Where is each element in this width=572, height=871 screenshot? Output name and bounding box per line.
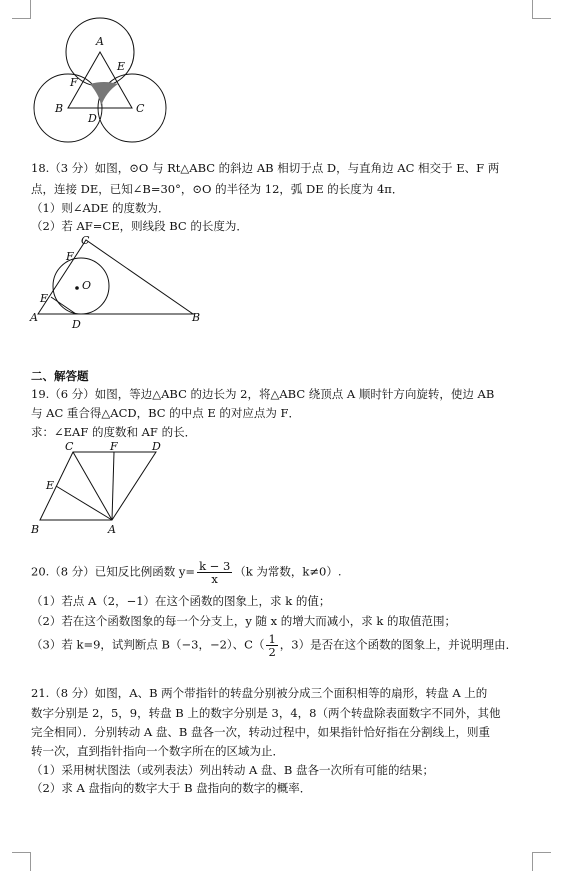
circle-o [53,258,109,314]
segment-de [51,297,76,314]
q20-prefix: 20.（8 分）已知反比例函数 y= [31,564,196,579]
shaded-region [90,82,118,106]
label-a: A [30,311,38,324]
label-e: E [40,292,49,305]
q18-line-1: 18.（3 分）如图，⊙O 与 Rt△ABC 的斜边 AB 相切于点 D，与直角边 AC 相交于 E、F 两 [31,161,500,175]
quad-bacd [40,452,156,520]
fraction-numerator: 1 [268,632,276,646]
q21-line-3: 完全相同）．分别转动 A 盘、B 盘各一次，转动过程中，如果指针恰好指在分割线上，则重 [31,725,490,739]
label-o: O [82,279,92,292]
q18-line-2: 点，连接 DE，已知∠B=30°，⊙O 的半径为 12，弧 DE 的长度为 4π． [31,182,404,196]
q21-line-6: （2）求 A 盘指向的数字大于 B 盘指向的数字的概率． [31,781,312,795]
q20-fraction-numerator: k − 3 [199,559,231,573]
q21-line-4: 转一次，直到指针指向一个数字所在的区域为止． [31,744,284,758]
q20-line-4-suffix: ，3）是否在这个函数的图象上，并说明理由． [279,637,518,652]
q21-line-2: 数字分别是 2，5，9，转盘 B 上的数字分别是 3，4，8（两个转盘除表面数字不同外，其他 [31,706,501,720]
q20-line-4 [31,633,517,658]
q20-line-2: （1）若点 A（2，−1）在这个函数的图象上，求 k 的值； [31,594,331,608]
q18-line-4: （2）若 AF=CE，则线段 BC 的长度为． [31,219,248,233]
q21-line-1: 21.（8 分）如图，A、B 两个带指针的转盘分别被分成三个面积相等的扇形，转盘 A 上的 [31,686,488,700]
segment-af [112,452,114,520]
corner-mark-top-right [532,0,551,19]
q20-line-3: （2）若在这个函数图象的每一个分支上，y 随 x 的增大而减小，求 k 的取值范围； [31,614,457,628]
label-d: D [152,440,161,453]
q20-suffix: （k 为常数，k≠0）. [234,564,342,579]
label-d: D [72,318,81,331]
label-a: A [108,523,116,536]
center-dot [75,286,79,290]
section-title: 二、解答题 [31,369,89,383]
segment-ac [73,452,112,520]
corner-mark-bottom-right [532,852,551,871]
label-b: B [192,311,201,324]
label-f: F [110,440,118,453]
label-c: C [65,440,74,453]
figure-q19 [28,440,178,540]
q20-fraction-denominator: x [211,572,218,586]
triangle-abc [38,240,193,314]
q20-line-4-prefix: （3）若 k=9，试判断点 B（−3，−2）、C（ [31,637,265,652]
q20-point-c-fraction [266,633,277,658]
q19-line-2: 与 AC 重合得△ACD，BC 的中点 E 的对应点为 F． [31,406,301,420]
label-c: C [136,102,145,115]
figure-q18 [28,232,208,332]
q20-line-1 [31,560,342,585]
label-b: B [31,523,40,536]
label-f: F [70,76,78,89]
label-d: D [88,112,97,125]
label-b: B [55,102,64,115]
label-f: F [66,250,74,263]
label-a: A [96,35,104,48]
segment-ae [56,486,112,520]
q19-line-3: 求：∠EAF 的度数和 AF 的长． [31,425,197,439]
q20-fraction [197,560,232,585]
q21-line-5: （1）采用树状图法（或列表法）列出转动 A 盘、B 盘各一次所有可能的结果； [31,763,435,777]
corner-mark-bottom-left [12,852,31,871]
label-e: E [46,479,55,492]
label-e: E [117,60,126,73]
q18-line-3: （1）则∠ADE 的度数为． [31,201,170,215]
fraction-denominator: 2 [268,645,276,659]
figure-three-circles [28,8,178,148]
label-c: C [81,234,90,247]
q19-line-1: 19.（6 分）如图，等边△ABC 的边长为 2，将△ABC 绕顶点 A 顺时针方向旋转，使边 AB [31,387,495,401]
